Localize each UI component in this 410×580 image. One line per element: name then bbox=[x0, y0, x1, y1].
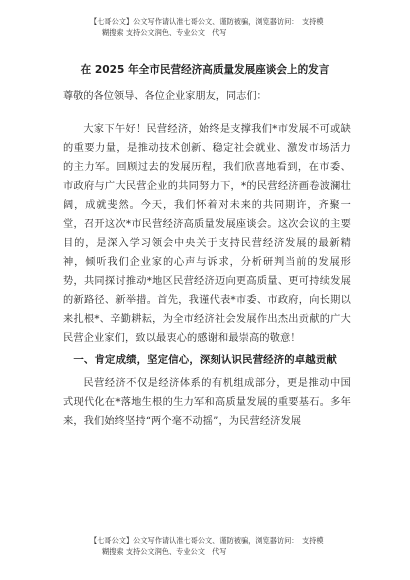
header-line-2: 糊搜索 支持公文润色、专业公文 代写 bbox=[102, 28, 227, 37]
page-footer-notice bbox=[90, 535, 390, 557]
section-heading-1 bbox=[63, 350, 351, 370]
document-body bbox=[63, 120, 351, 431]
greeting: 尊敬的各位领导、各位企业家朋友，同志们： bbox=[63, 91, 267, 102]
header-line-1: 【七哥公文】公文写作请认准七哥公文、谨防被骗，浏览器访问： 支持模 bbox=[90, 17, 324, 26]
paragraph-intro: 大家下午好！民营经济，始终是支撑我们*市发展不可或缺的重要力量，是推动技术创新、稳定社会就业、激发市场活力的主力军。回顾过去的发展历程，我们欣喜地看到，在市委、市政府与广大民营企业的共同努力下，*的民营经济画卷波澜壮阔，成就斐然。今天，我们怀着对未来的共同期许，齐聚一堂，召开这次*市民营经济高质量发展座谈会。这次会议的主要目的，是深入学习领会中央关于支持民营经济发展的最新精神，倾听我们企业家的心声与诉求，分析研判当前的发展形势，共同探讨推动*地区民营经济迈向更高质量、更可持续发展的新路径、新举措。首先，我谨代表*市委、市政府，向长期以来扎根*、辛勤耕耘，为全市经济社会发展作出杰出贡献的广大民营企业家们，致以最衷心的感谢和最崇高的敬意！ bbox=[63, 124, 351, 344]
footer-line-2: 糊搜索 支持公文润色、专业公文 代写 bbox=[102, 547, 227, 556]
section-number: 一、 bbox=[73, 354, 95, 366]
document-title: 在 2025 年全市民营经济高质量发展座谈会上的发言 bbox=[80, 64, 330, 76]
page-header-notice bbox=[90, 16, 390, 38]
section-title: 肯定成绩，坚定信心，深刻认识民营经济的卓越贡献 bbox=[94, 354, 337, 366]
paragraph-section-1: 民营经济不仅是经济体系的有机组成部分，更是推动中国式现代化在*落地生根的生力军和高质量发展的重要基石。多年来，我们始终坚持“两个毫不动摇”，为民营经济发展 bbox=[63, 378, 351, 427]
footer-line-1: 【七哥公文】公文写作请认准七哥公文、谨防被骗，浏览器访问： 支持模 bbox=[90, 536, 324, 545]
